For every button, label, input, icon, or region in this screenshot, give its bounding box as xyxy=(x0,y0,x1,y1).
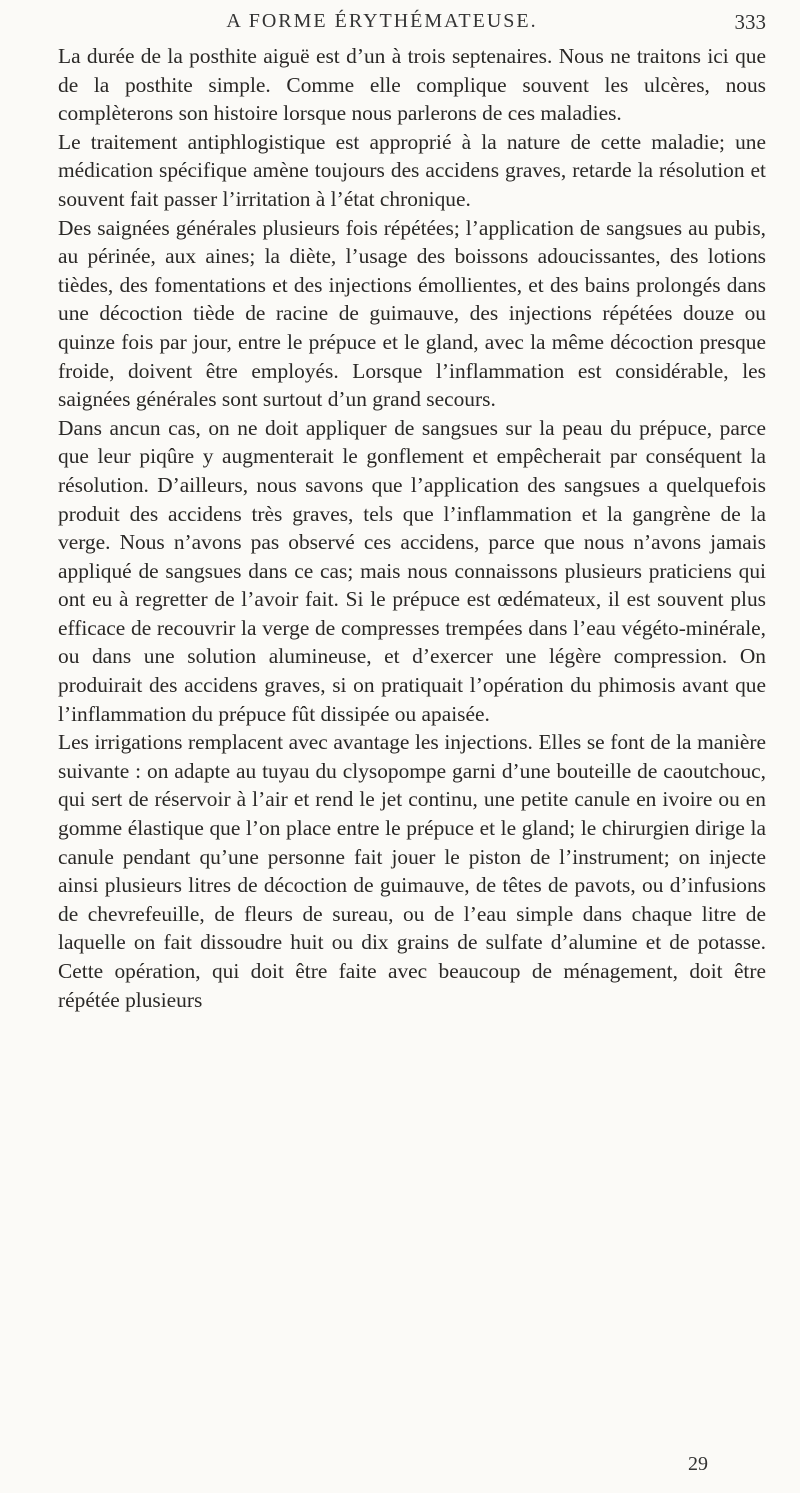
paragraph: Le traitement antiphlogistique est approprié à la nature de cette maladie; une médication spécifique amène toujours des accidens graves, retarde la résolution et souvent fait passer l’irritation à l’état chronique. xyxy=(58,129,766,211)
page-header xyxy=(58,10,766,38)
paragraph: Les irrigations remplacent avec avantage les injections. Elles se font de la manière suivante : on adapte au tuyau du clysopompe garni d’une bouteille de caoutchouc, qui sert de réservoir à l’air et rend le jet continu, une petite canule en ivoire ou en gomme élastique que l’on place entre le prépuce et le gland; le chirurgien dirige la canule pendant qu’une personne fait jouer le piston de l’instrument; on injecte ainsi plusieurs litres de décoction de guimauve, de têtes de pavots, ou d’infusions de chevrefeuille, de fleurs de sureau, ou de l’eau simple dans chaque litre de laquelle on fait dissoudre huit ou dix grains de sulfate d’alumine et de potasse. Cette opération, qui doit être faite avec beaucoup de ménagement, doit être répétée plusieurs xyxy=(58,730,766,1012)
running-head: A FORME ÉRYTHÉMATEUSE. xyxy=(226,10,538,32)
paragraph: Des saignées générales plusieurs fois répétées; l’application de sangsues au pubis, au périnée, aux aines; la diète, l’usage des boissons adoucissantes, des lotions tièdes, des fomentations et des injections émollientes, et des bains prolongés dans une décoction tiède de racine de guimauve, des injections répétées douze ou quinze fois par jour, entre le prépuce et le gland, avec la même décoction presque froide, doivent être employés. Lorsque l’inflammation est considérable, les saignées générales sont surtout d’un grand secours. xyxy=(58,215,766,412)
paragraph: La durée de la posthite aiguë est d’un à trois septenaires. Nous ne traitons ici que de la posthite simple. Comme elle complique souvent les ulcères, nous complèterons son histoire lorsque nous parlerons de ces maladies. xyxy=(58,44,766,126)
signature-mark: 29 xyxy=(688,1453,708,1475)
page-number: 333 xyxy=(734,10,766,34)
paragraph: Dans ancun cas, on ne doit appliquer de sangsues sur la peau du prépuce, parce que leur piqûre y augmenterait le gonflement et empêcherait par conséquent la résolution. D’ailleurs, nous savons que l’application des sangsues a quelquefois produit des accidens très graves, tels que l’inflammation et la gangrène de la verge. Nous n’avons pas observé ces accidens, parce que nous n’avons jamais appliqué de sangsues dans ce cas; mais nous connaissons plusieurs praticiens qui ont eu à regretter de l’avoir fait. Si le prépuce est œdémateux, il est souvent plus efficace de recouvrir la verge de compresses trempées dans l’eau végéto-minérale, ou dans une solution alumineuse, et d’exercer une légère compression. On produirait des accidens graves, si on pratiquait l’opération du phimosis avant que l’inflammation du prépuce fût dissipée ou apaisée. xyxy=(58,415,766,726)
body-text xyxy=(58,42,766,1014)
